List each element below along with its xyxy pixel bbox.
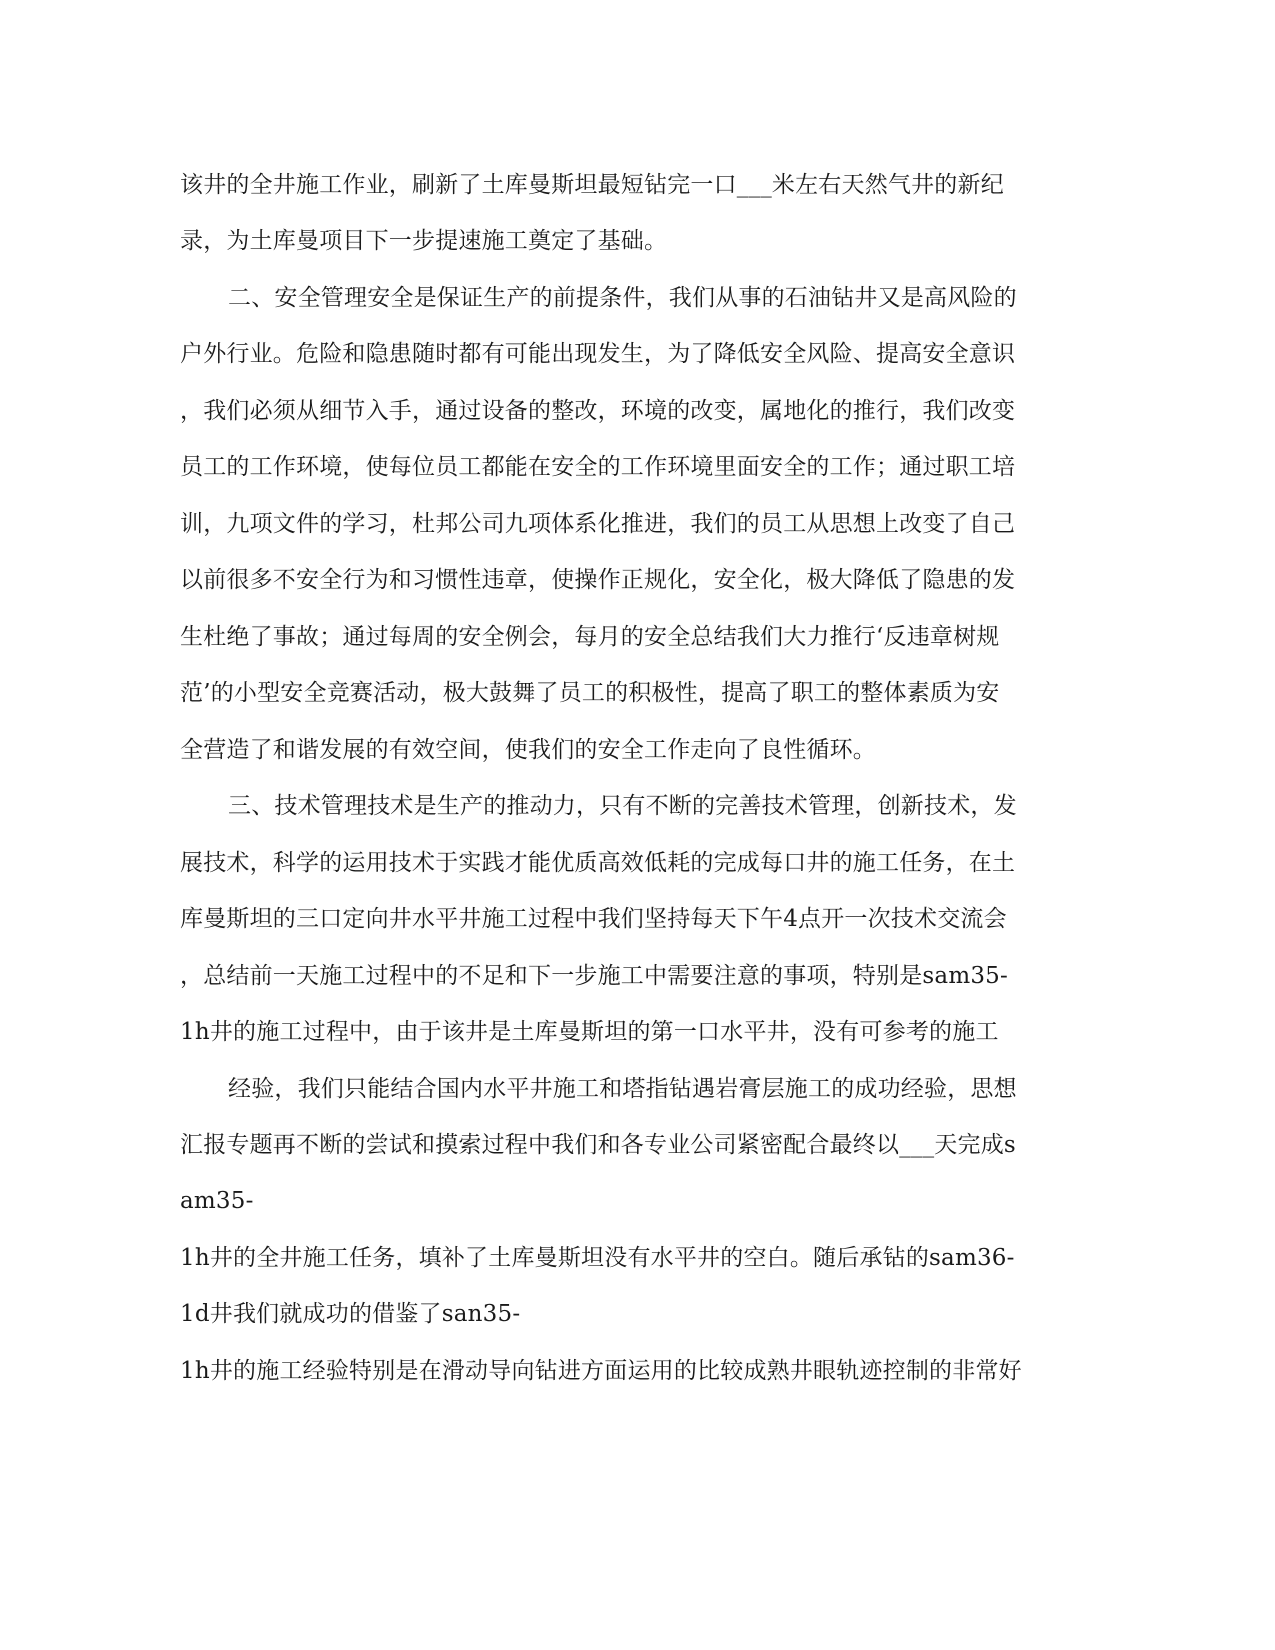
text-line: 全营造了和谐发展的有效空间，使我们的安全工作走向了良性循环。 <box>180 737 876 763</box>
text-line: 录，为土库曼项目下一步提速施工奠定了基础。 <box>180 228 668 254</box>
text-line: 三、技术管理技术是生产的推动力，只有不断的完善技术管理，创新技术，发 <box>228 793 1017 819</box>
text-line: am35- <box>180 1188 254 1214</box>
text-line: 经验，我们只能结合国内水平井施工和塔指钻遇岩膏层施工的成功经验，思想 <box>228 1076 1017 1102</box>
text-line: 以前很多不安全行为和习惯性违章，使操作正规化，安全化，极大降低了隐患的发 <box>180 567 1016 593</box>
text-line: 户外行业。危险和隐患随时都有可能出现发生，为了降低安全风险、提高安全意识 <box>180 341 1016 367</box>
text-line: 生杜绝了事故；通过每周的安全例会，每月的安全总结我们大力推行‘反违章树规 <box>180 624 1000 650</box>
text-line: 1h井的施工过程中，由于该井是土库曼斯坦的第一口水平井，没有可参考的施工 <box>180 1019 999 1045</box>
text-line: 1h井的施工经验特别是在滑动导向钻进方面运用的比较成熟井眼轨迹控制的非常好 <box>180 1358 1022 1384</box>
text-line: 二、安全管理安全是保证生产的前提条件，我们从事的石油钻井又是高风险的 <box>228 285 1017 311</box>
text-line: 汇报专题再不断的尝试和摸索过程中我们和各专业公司紧密配合最终以___天完成s <box>180 1132 1016 1158</box>
text-line: ，我们必须从细节入手，通过设备的整改，环境的改变，属地化的推行，我们改变 <box>180 398 1016 424</box>
text-line: 库曼斯坦的三口定向井水平井施工过程中我们坚持每天下午4点开一次技术交流会 <box>180 906 1007 932</box>
text-line: 1d井我们就成功的借鉴了san35- <box>180 1301 521 1327</box>
text-line: 该井的全井施工作业，刷新了土库曼斯坦最短钻完一口___米左右天然气井的新纪 <box>180 172 1004 198</box>
text-line: ，总结前一天施工过程中的不足和下一步施工中需要注意的事项，特别是sam35- <box>180 963 1008 989</box>
text-line: 范’的小型安全竞赛活动，极大鼓舞了员工的积极性，提高了职工的整体素质为安 <box>180 680 1000 706</box>
text-line: 训，九项文件的学习，杜邦公司九项体系化推进，我们的员工从思想上改变了自己 <box>180 511 1016 537</box>
text-line: 1h井的全井施工任务，填补了土库曼斯坦没有水平井的空白。随后承钻的sam36- <box>180 1245 1015 1271</box>
text-line: 展技术，科学的运用技术于实践才能优质高效低耗的完成每口井的施工任务，在土 <box>180 850 1016 876</box>
text-line: 员工的工作环境，使每位员工都能在安全的工作环境里面安全的工作；通过职工培 <box>180 454 1016 480</box>
